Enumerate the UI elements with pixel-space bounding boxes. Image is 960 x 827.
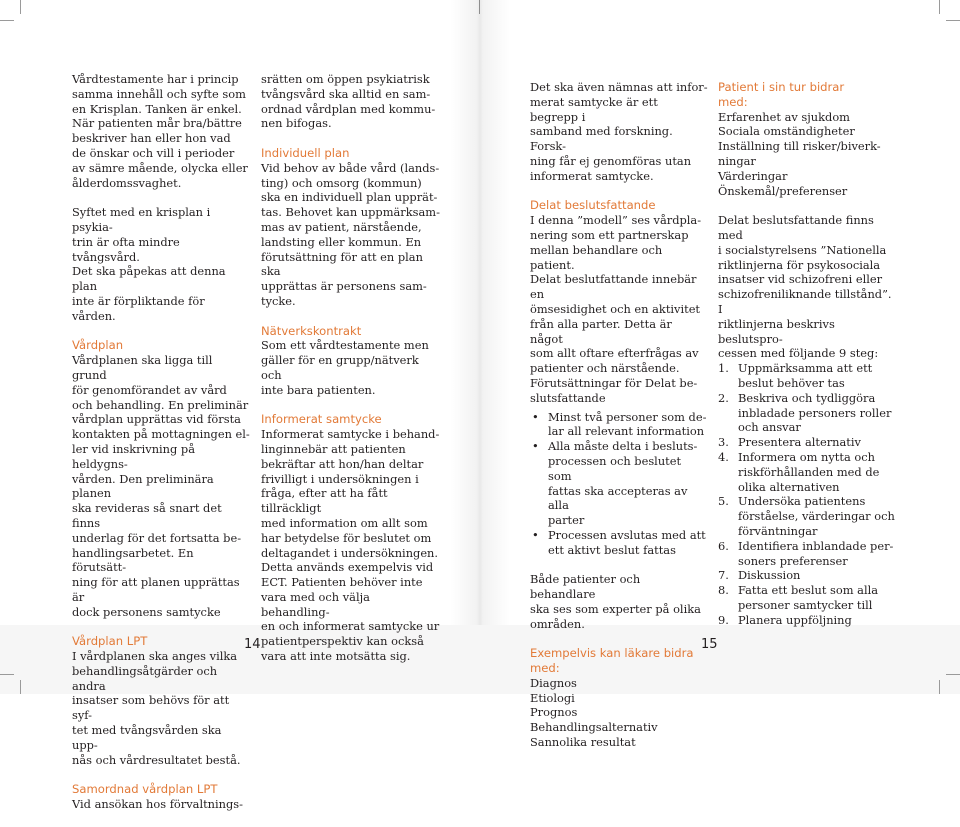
paragraph-krisplan-syfte: Syftet med en krisplan i psykia- trin är ofta mindre tvångsvård. Det ska påpekas att denna plan inte är förpliktande för vården.	[72, 205, 226, 323]
list-item: 8. Fatta ett beslut som alla personer samtycker till	[718, 583, 879, 612]
bullet-icon: •	[532, 527, 539, 542]
paragraph-vardplan-lpt: I vårdplanen ska anges vilka behandlingsåtgärder och andra insatser som behövs för att syf- tet med tvångsvården ska upp- nås och vårdresultatet bestå.	[72, 649, 241, 767]
list-item: 2. Beskriva och tydliggöra inbladade personers roller och ansvar	[718, 390, 892, 435]
column-2	[261, 72, 441, 679]
column-4	[718, 80, 898, 627]
list-item: • Processen avslutas med att ett aktivt beslut fattas	[532, 527, 706, 557]
list-item: • Minst två personer som de- lar all relevant information	[532, 409, 707, 439]
paragraph-samordnad: Vid ansökan hos förvaltnings-	[72, 797, 243, 812]
heading-lakare-bidra: Exempelvis kan läkare bidra med:	[530, 646, 694, 676]
crop-mark	[939, 0, 940, 14]
list-item: • Alla måste delta i besluts- processen och beslutet som fattas ska accepteras av alla parter	[532, 439, 698, 528]
heading-patient-bidrar: Patient i sin tur bidrar med:	[718, 80, 845, 109]
bullet-icon: •	[532, 409, 539, 424]
list-item: 7. Diskussion	[718, 568, 801, 583]
heading-vardplan-lpt: Vårdplan LPT	[72, 634, 148, 649]
column-3	[530, 80, 708, 765]
crop-mark	[20, 0, 21, 14]
crop-mark	[20, 680, 21, 694]
paragraph-forskning: Det ska även nämnas att infor- merat samtycke är ett begrepp i samband med forskning. Forsk- ning får ej genomföras utan informerat samtycke.	[530, 80, 708, 183]
gutter-shadow	[450, 0, 510, 694]
list-item: 9. Planera uppföljning	[718, 612, 852, 627]
list-item: 4. Informera om nytta och riskförhållanden med de olika alternativen	[718, 449, 880, 494]
paragraph-experter: Både patienter och behandlare ska ses som experter på olika områden.	[530, 572, 701, 631]
paragraph-individuell-plan: Vid behov av både vård (lands- ting) och omsorg (kommun) ska en individuell plan upprät- tas. Behovet kan uppmärksam- mas av patient, närstående, landsting eller kommun. En förutsättning för att en plan ska upprättas är personens sam- tycke.	[261, 160, 440, 308]
paragraph-vardplan: Vårdplanen ska ligga till grund för genomförandet av vård och behandling. En preliminär vårdplan upprättas vid första kontakten på mottagningen el- ler vid inskrivning på heldygns- vården. Den preliminära planen ska revideras så snart det finns underlag för det fortsatta be- handlingsarbetet. En förutsätt- ning för att planen upprättas är dock personens samtycke	[72, 353, 250, 619]
paragraph-natverkskontrakt: Som ett vårdtestamente men gäller för en grupp/nätverk och inte bara patienten.	[261, 338, 429, 397]
list-item: 3. Presentera alternativ	[718, 435, 861, 450]
crop-mark	[946, 20, 960, 21]
heading-informerat-samtycke: Informerat samtycke	[261, 412, 382, 427]
paragraph-vardtestamente: Vårdtestamente har i princip samma innehåll och syfte som en Krisplan. Tanken är enkel. När patienten mår bra/bättre beskriver han eller hon vad de önskar och vill i perioder av sämre mående, olycka eller ålderdomssvaghet.	[72, 72, 248, 190]
list-lakare-bidrag: Diagnos Etiologi Prognos Behandlingsalternativ Sannolika resultat	[530, 675, 658, 750]
crop-mark	[939, 680, 940, 694]
list-item: 6. Identifiera inblandade per- soners preferenser	[718, 538, 894, 568]
paragraph-forvaltningsratten: srätten om öppen psykiatrisk tvångsvård ska alltid en sam- ordnad vårdplan med kommu- nen bifogas.	[261, 72, 436, 131]
list-patient-bidrag: Erfarenhet av sjukdom Sociala omständigheter Inställning till risker/biverk- ningar Värderingar Önskemål/preferenser	[718, 109, 881, 198]
heading-individuell-plan: Individuell plan	[261, 145, 350, 160]
crop-mark	[946, 674, 960, 675]
page-number-right: 15	[701, 637, 718, 652]
paragraph-informerat-samtycke: Informerat samtycke i behand- linginnebär att patienten bekräftar att hon/han deltar frivilligt i undersökningen i fråga, efter att ha fått tillräckligt med information om allt som har betydelse för beslutet om deltagandet i undersökningen. Detta används exempelvis vid ECT. Patienten behöver inte vara med och välja behandling- en och informerat samtycke ur patientperspektiv kan också vara att inte motsätta sig.	[261, 427, 440, 664]
crop-mark	[0, 674, 14, 675]
bullet-icon: •	[532, 439, 539, 454]
column-1	[72, 72, 250, 827]
paragraph-delat-beslutsfattande: I denna ”modell” ses vårdpla- nering som ett partnerskap mellan behandlare och patient. Delat beslutfattande innebär en ömsesidighet och en aktivitet från alla parter. Detta är något som allt oftare efterfrågas av patienter och närstående. Förutsättningar för Delat be- slutsfattande	[530, 213, 702, 405]
paragraph-nationella-riktlinjer: Delat beslutsfattande finns med i socialstyrelsens ”Nationella riktlinjerna för psykosociala insatser vid schizofreni eller schizofreniliknande tillstånd”. I riktlinjerna beskrivs beslutspro- cessen med följande 9 steg:	[718, 213, 892, 361]
steps-list	[718, 361, 898, 627]
heading-vardplan: Vårdplan	[72, 338, 124, 353]
crop-mark	[0, 20, 14, 21]
heading-delat-beslutsfattande: Delat beslutsfattande	[530, 198, 656, 213]
heading-samordnad-vardplan: Samordnad vårdplan LPT	[72, 782, 218, 797]
heading-natverkskontrakt: Nätverkskontrakt	[261, 323, 362, 338]
page-number-left: 14	[244, 637, 261, 652]
list-item: 5. Undersöka patientens förståelse, värderingar och förväntningar	[718, 494, 895, 538]
bullet-list	[530, 410, 708, 558]
list-item: 1. Uppmärksamma att ett beslut behöver tas	[718, 361, 873, 390]
